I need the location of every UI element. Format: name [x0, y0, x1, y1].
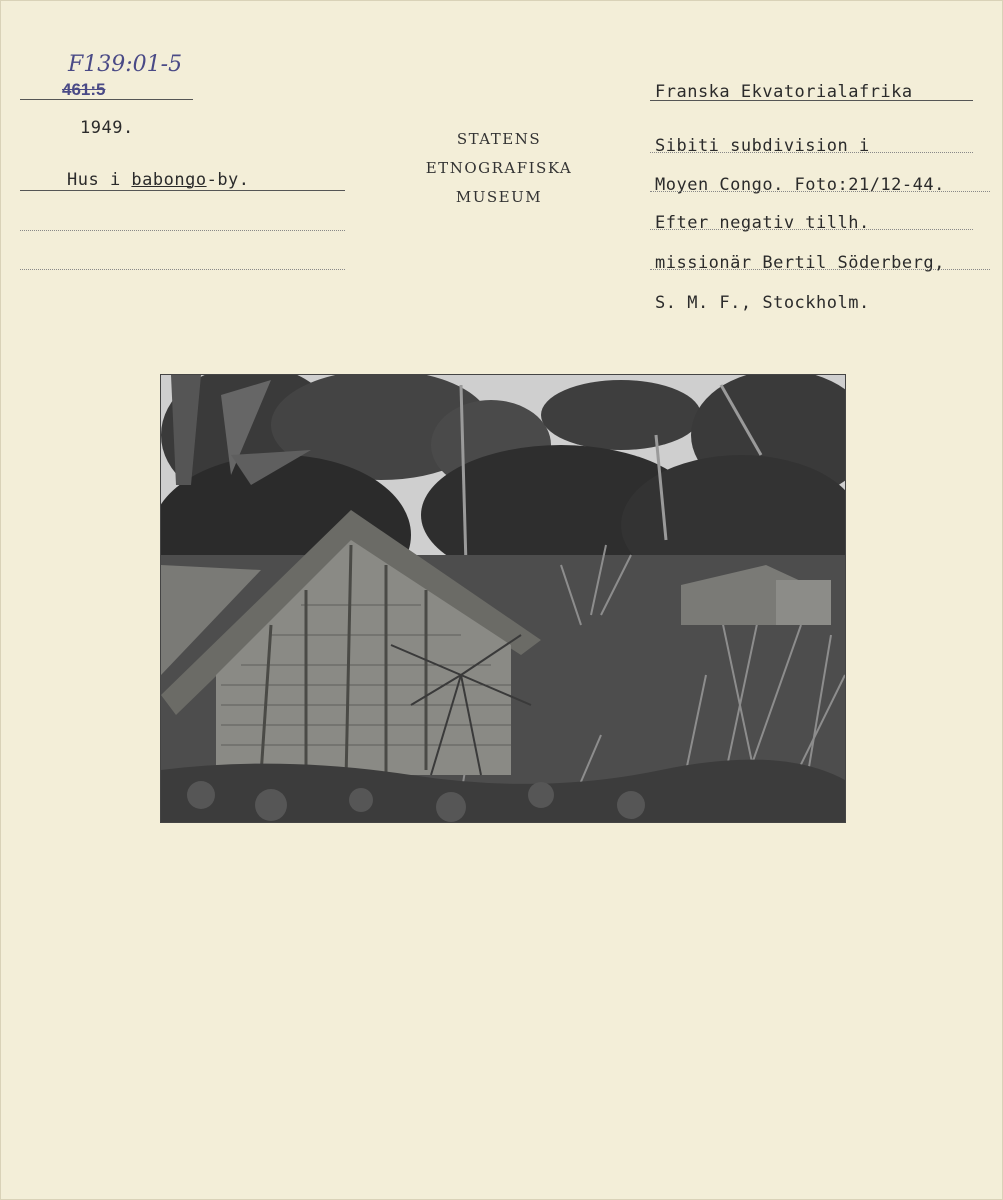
museum-line-3: MUSEUM — [455, 188, 543, 206]
year-label: 1949. — [80, 118, 134, 138]
photograph — [160, 374, 846, 823]
blank-line-2 — [20, 269, 345, 270]
museum-line-1: STATENS — [456, 130, 542, 148]
blank-line-1 — [20, 230, 345, 231]
caption-rule — [20, 190, 345, 191]
old-catalog-number: 461:5 — [62, 80, 106, 99]
region-label: Franska Ekvatorialafrika — [655, 82, 913, 102]
description-rule-3 — [650, 229, 973, 230]
museum-stamp — [390, 125, 608, 212]
museum-line-2: ETNOGRAFISKA — [425, 159, 573, 177]
caption-suffix: -by. — [206, 170, 250, 190]
caption-prefix: Hus i — [67, 170, 132, 190]
description-rule-1 — [650, 152, 973, 153]
description-line-1: Sibiti subdivision i — [655, 136, 870, 156]
catalog-number: F139:01-5 — [68, 52, 183, 77]
description-line-2: Moyen Congo. Foto:21/12-44. — [655, 175, 945, 195]
caption-underlined: babongo — [131, 170, 207, 190]
description-rule-2 — [650, 191, 990, 192]
description-line-4: missionär Bertil Söderberg, — [655, 253, 945, 273]
catalog-rule — [20, 99, 193, 100]
description-line-3: Efter negativ tillh. — [655, 213, 870, 233]
description-line-5: S. M. F., Stockholm. — [655, 293, 870, 313]
photograph-image — [161, 375, 845, 822]
region-rule — [650, 100, 973, 101]
description-rule-4 — [650, 269, 990, 270]
caption — [67, 170, 250, 190]
